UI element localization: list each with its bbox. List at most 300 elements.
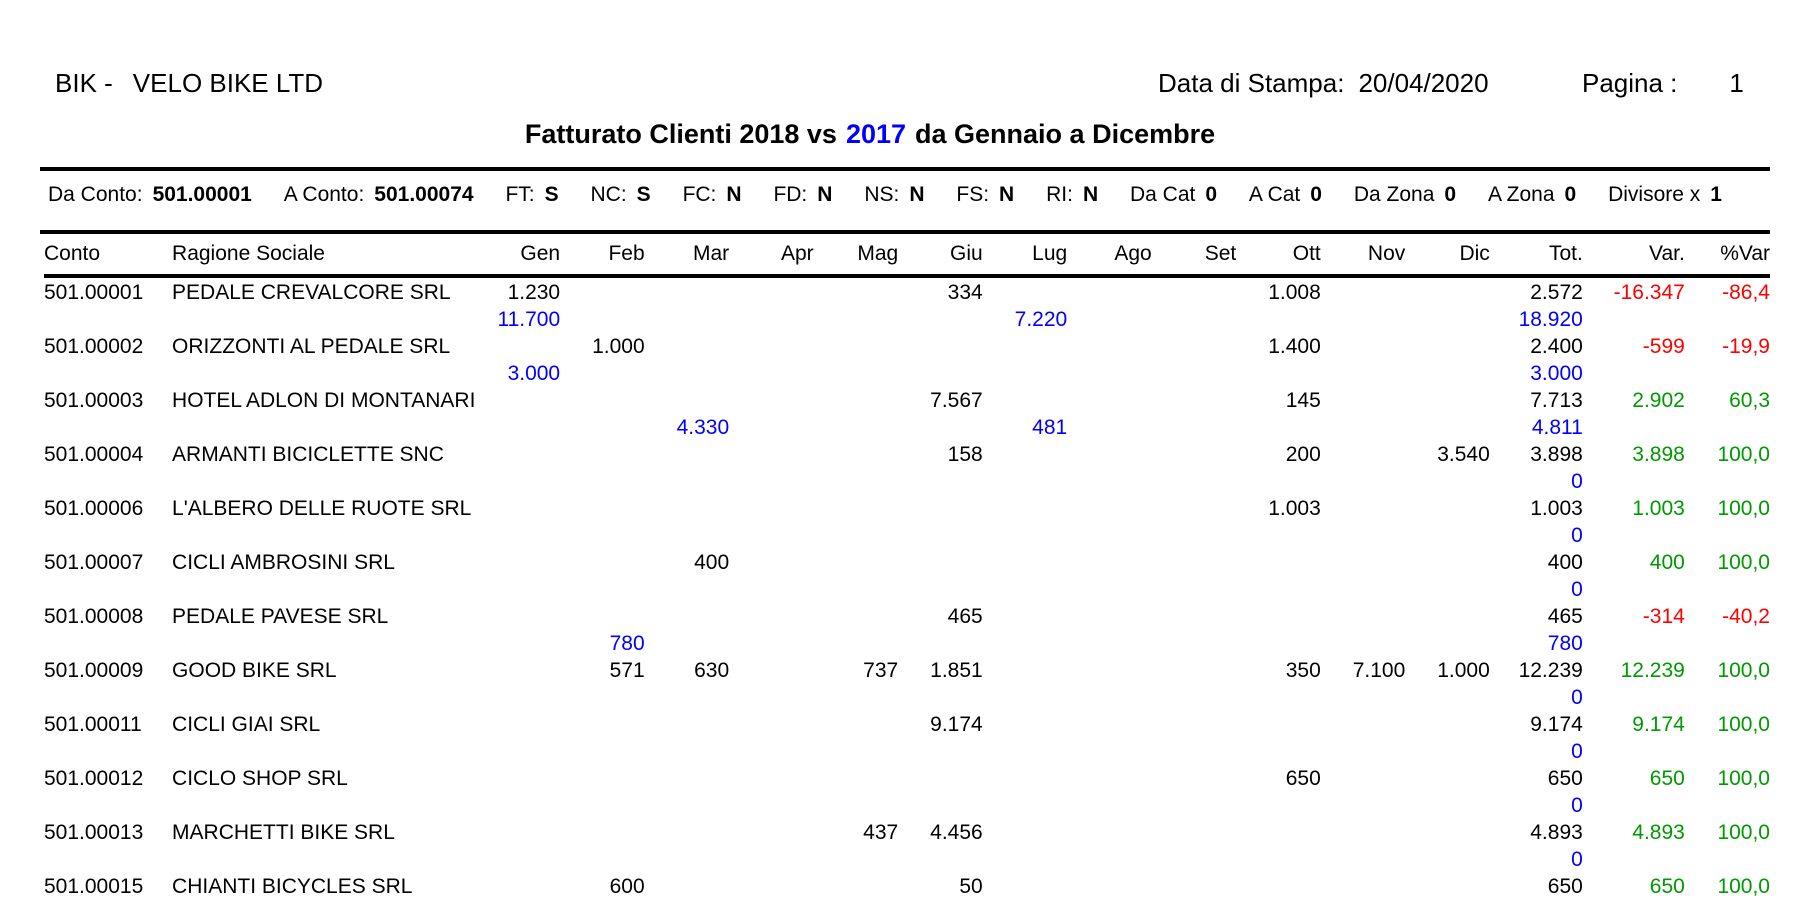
prev-month-value-cell (1152, 362, 1237, 386)
prev-month-value-cell (482, 848, 560, 872)
prev-month-value-cell (1067, 848, 1152, 872)
variance-pct-cell: 100,0 (1717, 767, 1770, 790)
variance-cell (1583, 578, 1685, 602)
month-value-cell (1321, 332, 1406, 362)
month-value-cell (1067, 818, 1152, 848)
conto-cell: 501.00001 (44, 281, 144, 304)
month-value-cell (814, 386, 899, 416)
variance-cell (1583, 416, 1685, 440)
month-value-cell: 50 (959, 875, 983, 898)
filter-label: FT: (505, 182, 535, 206)
month-value-cell (645, 818, 730, 848)
conto-cell: 501.00011 (44, 713, 142, 736)
month-value-cell (560, 440, 645, 470)
total-cell: 3.898 (1530, 443, 1583, 466)
prev-total-cell: 0 (1571, 578, 1583, 601)
month-value-cell: 4.456 (930, 821, 983, 844)
company-name-cell (172, 686, 482, 710)
filter-value: 0 (1205, 182, 1218, 206)
variance-cell: 12.239 (1620, 659, 1685, 682)
prev-month-value-cell (1152, 416, 1237, 440)
month-value-cell: 737 (863, 659, 899, 682)
filter-label: RI: (1046, 182, 1073, 206)
prev-month-value-cell: 3.000 (507, 362, 561, 385)
prev-month-value-cell (645, 470, 730, 494)
month-value-cell (1405, 494, 1490, 524)
variance-cell: 400 (1649, 551, 1685, 574)
total-cell: 650 (1547, 875, 1583, 898)
prev-month-value-cell (1321, 470, 1406, 494)
page-number-label: Pagina : (1582, 68, 1678, 98)
company-name-cell (172, 470, 482, 494)
month-value-cell (482, 818, 560, 848)
client-row (44, 440, 1770, 470)
total-cell: 1.003 (1530, 497, 1583, 520)
conto-cell: 501.00003 (44, 389, 144, 412)
variance-pct-cell: -19,9 (1722, 335, 1770, 358)
variance-pct-cell (1685, 686, 1770, 710)
prev-month-value-cell (482, 794, 560, 818)
month-value-cell (814, 710, 899, 740)
client-prev-year-row (44, 362, 1770, 386)
variance-cell (1583, 848, 1685, 872)
prev-month-value-cell (1405, 524, 1490, 548)
month-value-cell (560, 548, 645, 578)
prev-month-value-cell (645, 686, 730, 710)
total-cell: 12.239 (1518, 659, 1583, 682)
variance-pct-cell: 100,0 (1717, 443, 1770, 466)
report-title (0, 118, 1740, 150)
filter-label: Da Cat (1129, 182, 1196, 206)
prev-month-value-cell (729, 740, 814, 764)
conto-cell: 501.00008 (44, 605, 144, 628)
month-value-cell (645, 710, 730, 740)
variance-pct-cell: -86,4 (1722, 281, 1770, 304)
table-header-row (44, 234, 1770, 276)
report-table (44, 234, 1770, 923)
prev-month-value-cell (1236, 416, 1321, 440)
prev-month-value-cell (1152, 632, 1237, 656)
column-header: Mar (645, 234, 730, 276)
prev-total-cell: 0 (1571, 848, 1583, 871)
prev-total-cell: 0 (1571, 794, 1583, 817)
filter-value: 0 (1444, 182, 1457, 206)
prev-month-value-cell (560, 416, 645, 440)
prev-month-value-cell (1152, 794, 1237, 818)
prev-total-cell: 0 (1571, 524, 1583, 547)
prev-month-value-cell (1236, 794, 1321, 818)
conto-cell: 501.00006 (44, 497, 144, 520)
prev-month-value-cell (1321, 578, 1406, 602)
month-value-cell (729, 764, 814, 794)
month-value-cell: 7.567 (930, 389, 983, 412)
prev-month-value-cell (898, 740, 983, 764)
month-value-cell (1152, 332, 1237, 362)
filter-label: A Conto: (283, 182, 365, 206)
variance-cell (1583, 362, 1685, 386)
prev-month-value-cell (645, 632, 730, 656)
prev-month-value-cell (1405, 794, 1490, 818)
conto-cell: 501.00004 (44, 443, 144, 466)
month-value-cell (1067, 276, 1152, 308)
filter-item (864, 183, 924, 207)
client-row (44, 494, 1770, 524)
filter-item (591, 183, 651, 207)
prev-month-value-cell (1067, 902, 1152, 923)
total-cell: 9.174 (1530, 713, 1583, 736)
client-prev-year-row (44, 686, 1770, 710)
prev-total-cell: 0 (1571, 470, 1583, 493)
filter-bar (48, 171, 1722, 230)
filter-value: N (726, 182, 742, 206)
variance-cell (1583, 632, 1685, 656)
month-value-cell (898, 494, 983, 524)
filter-label: Da Conto: (48, 182, 143, 206)
prev-month-value-cell (1236, 632, 1321, 656)
prev-month-value-cell (983, 848, 1068, 872)
prev-month-value-cell (1152, 524, 1237, 548)
conto-cell (44, 524, 172, 548)
variance-pct-cell: 100,0 (1717, 551, 1770, 574)
prev-month-value-cell (729, 362, 814, 386)
variance-pct-cell (1685, 848, 1770, 872)
filter-label: NS: (864, 182, 900, 206)
prev-month-value-cell: 481 (1032, 416, 1068, 439)
month-value-cell (898, 548, 983, 578)
month-value-cell (1405, 386, 1490, 416)
total-cell: 650 (1547, 767, 1583, 790)
print-date-value: 20/04/2020 (1358, 68, 1489, 98)
company-name-cell: ARMANTI BICICLETTE SNC (172, 443, 444, 466)
conto-cell: 501.00013 (44, 821, 144, 844)
prev-month-value-cell: 7.220 (1014, 308, 1068, 331)
variance-cell (1583, 308, 1685, 332)
prev-month-value-cell (1405, 686, 1490, 710)
month-value-cell (482, 494, 560, 524)
prev-month-value-cell (898, 308, 983, 332)
filter-value: N (999, 182, 1015, 206)
prev-month-value-cell (814, 470, 899, 494)
month-value-cell (482, 440, 560, 470)
company-name-cell (172, 740, 482, 764)
filter-item (1046, 183, 1098, 207)
prev-month-value-cell (898, 524, 983, 548)
prev-month-value-cell (1152, 578, 1237, 602)
month-value-cell (1067, 602, 1152, 632)
variance-pct-cell (1685, 524, 1770, 548)
month-value-cell (814, 332, 899, 362)
prev-month-value-cell (645, 848, 730, 872)
prev-month-value-cell (1236, 902, 1321, 923)
month-value-cell (645, 872, 730, 902)
month-value-cell (1236, 818, 1321, 848)
month-value-cell: 1.851 (930, 659, 983, 682)
client-prev-year-row (44, 632, 1770, 656)
month-value-cell (814, 440, 899, 470)
month-value-cell (1152, 656, 1237, 686)
conto-cell (44, 848, 172, 872)
prev-month-value-cell (983, 902, 1068, 923)
month-value-cell (1321, 818, 1406, 848)
month-value-cell (645, 386, 730, 416)
prev-month-value-cell (1236, 308, 1321, 332)
prev-month-value-cell (729, 524, 814, 548)
month-value-cell (482, 764, 560, 794)
month-value-cell (1321, 710, 1406, 740)
month-value-cell (482, 548, 560, 578)
month-value-cell (983, 818, 1068, 848)
month-value-cell: 650 (1285, 767, 1321, 790)
month-value-cell: 630 (694, 659, 730, 682)
month-value-cell: 1.230 (507, 281, 561, 304)
month-value-cell (482, 710, 560, 740)
variance-cell (1583, 740, 1685, 764)
company-name-cell: PEDALE CREVALCORE SRL (172, 281, 451, 304)
filter-value: S (636, 182, 651, 206)
company-name-cell (172, 848, 482, 872)
conto-cell: 501.00012 (44, 767, 144, 790)
prev-month-value-cell (1405, 740, 1490, 764)
prev-month-value-cell (898, 416, 983, 440)
prev-month-value-cell (1405, 308, 1490, 332)
prev-month-value-cell (898, 794, 983, 818)
filter-value: 0 (1564, 182, 1577, 206)
filter-item (1354, 183, 1456, 207)
prev-month-value-cell (983, 524, 1068, 548)
column-header: Lug (983, 234, 1068, 276)
month-value-cell (1321, 386, 1406, 416)
month-value-cell (482, 386, 560, 416)
prev-month-value-cell (1236, 578, 1321, 602)
client-row (44, 656, 1770, 686)
month-value-cell: 334 (947, 281, 983, 304)
month-value-cell (729, 440, 814, 470)
prev-total-cell: 0 (1571, 686, 1583, 709)
prev-month-value-cell (1236, 524, 1321, 548)
prev-month-value-cell (983, 362, 1068, 386)
variance-cell: -599 (1642, 335, 1685, 358)
month-value-cell: 9.174 (930, 713, 983, 736)
prev-month-value-cell (645, 362, 730, 386)
month-value-cell: 600 (609, 875, 645, 898)
prev-month-value-cell (560, 470, 645, 494)
column-header: Set (1152, 234, 1237, 276)
prev-month-value-cell (1067, 632, 1152, 656)
column-header: Apr (729, 234, 814, 276)
month-value-cell (1152, 764, 1237, 794)
month-value-cell (1321, 872, 1406, 902)
prev-month-value-cell (482, 632, 560, 656)
month-value-cell: 1.400 (1268, 335, 1321, 358)
conto-cell (44, 362, 172, 386)
month-value-cell (983, 872, 1068, 902)
month-value-cell (1152, 548, 1237, 578)
client-prev-year-row (44, 794, 1770, 818)
prev-month-value-cell (560, 578, 645, 602)
prev-month-value-cell (1067, 740, 1152, 764)
prev-month-value-cell (983, 578, 1068, 602)
variance-pct-cell (1685, 740, 1770, 764)
month-value-cell (1236, 872, 1321, 902)
conto-cell (44, 578, 172, 602)
table-body (44, 276, 1770, 923)
client-prev-year-row (44, 524, 1770, 548)
month-value-cell: 158 (947, 443, 983, 466)
prev-month-value-cell (1236, 362, 1321, 386)
column-header: Feb (560, 234, 645, 276)
prev-month-value-cell (898, 632, 983, 656)
month-value-cell (1152, 276, 1237, 308)
month-value-cell (1405, 710, 1490, 740)
month-value-cell: 400 (694, 551, 730, 574)
prev-month-value-cell (482, 740, 560, 764)
prev-month-value-cell (1067, 524, 1152, 548)
variance-pct-cell (1685, 794, 1770, 818)
filter-value: N (817, 182, 833, 206)
filter-item (505, 183, 558, 207)
filter-value: N (909, 182, 925, 206)
month-value-cell (729, 710, 814, 740)
client-row (44, 276, 1770, 308)
conto-cell (44, 902, 172, 923)
month-value-cell (645, 764, 730, 794)
client-prev-year-row (44, 416, 1770, 440)
month-value-cell (729, 656, 814, 686)
month-value-cell (814, 872, 899, 902)
page-header (0, 0, 1794, 98)
prev-month-value-cell (560, 686, 645, 710)
prev-total-cell: 18.920 (1518, 308, 1583, 331)
month-value-cell (1236, 710, 1321, 740)
client-prev-year-row (44, 848, 1770, 872)
prev-month-value-cell (482, 416, 560, 440)
variance-pct-cell: 100,0 (1717, 497, 1770, 520)
conto-cell: 501.00015 (44, 875, 144, 898)
month-value-cell (1321, 440, 1406, 470)
total-cell: 7.713 (1530, 389, 1583, 412)
conto-cell: 501.00009 (44, 659, 144, 682)
filter-label: A Cat (1248, 182, 1301, 206)
month-value-cell (1321, 494, 1406, 524)
variance-cell: 4.893 (1632, 821, 1685, 844)
prev-month-value-cell (560, 902, 645, 923)
prev-month-value-cell: 11.700 (497, 308, 561, 331)
month-value-cell: 200 (1285, 443, 1321, 466)
client-row (44, 332, 1770, 362)
prev-month-value-cell (1067, 362, 1152, 386)
conto-cell (44, 416, 172, 440)
month-value-cell (1405, 332, 1490, 362)
filter-value: S (544, 182, 559, 206)
month-value-cell (814, 494, 899, 524)
company-name: VELO BIKE LTD (132, 68, 324, 98)
prev-month-value-cell (1067, 416, 1152, 440)
variance-pct-cell (1685, 632, 1770, 656)
month-value-cell (1321, 602, 1406, 632)
month-value-cell (983, 656, 1068, 686)
client-row (44, 818, 1770, 848)
month-value-cell (1152, 440, 1237, 470)
month-value-cell: 1.003 (1268, 497, 1321, 520)
month-value-cell (645, 276, 730, 308)
filter-value: N (1082, 182, 1099, 206)
prev-month-value-cell (898, 902, 983, 923)
filter-item (1130, 183, 1217, 207)
month-value-cell (1321, 764, 1406, 794)
prev-month-value-cell (1321, 848, 1406, 872)
client-row (44, 548, 1770, 578)
variance-cell: 2.902 (1632, 389, 1685, 412)
prev-month-value-cell (1152, 308, 1237, 332)
month-value-cell (1405, 818, 1490, 848)
column-header: Ragione Sociale (172, 234, 482, 276)
month-value-cell (983, 494, 1068, 524)
variance-pct-cell: 100,0 (1717, 713, 1770, 736)
prev-month-value-cell (814, 578, 899, 602)
prev-month-value-cell (1405, 470, 1490, 494)
prev-month-value-cell (1321, 794, 1406, 818)
prev-month-value-cell (645, 740, 730, 764)
month-value-cell (1067, 710, 1152, 740)
client-prev-year-row (44, 308, 1770, 332)
month-value-cell (1067, 386, 1152, 416)
prev-month-value-cell (1067, 578, 1152, 602)
prev-month-value-cell (1405, 902, 1490, 923)
prev-month-value-cell (983, 632, 1068, 656)
prev-month-value-cell (729, 848, 814, 872)
month-value-cell (983, 440, 1068, 470)
month-value-cell (1405, 548, 1490, 578)
prev-month-value-cell (482, 902, 560, 923)
month-value-cell (729, 818, 814, 848)
filter-label: Da Zona (1353, 182, 1435, 206)
prev-month-value-cell (814, 632, 899, 656)
month-value-cell: 350 (1285, 659, 1321, 682)
prev-total-cell (1490, 902, 1583, 923)
variance-cell: 1.003 (1632, 497, 1685, 520)
conto-cell (44, 794, 172, 818)
variance-pct-cell (1685, 362, 1770, 386)
prev-month-value-cell (814, 308, 899, 332)
month-value-cell: 571 (609, 659, 645, 682)
prev-month-value-cell (1236, 740, 1321, 764)
company-name-cell: CICLI GIAI SRL (172, 713, 321, 736)
column-header: Gen (482, 234, 560, 276)
month-value-cell (482, 602, 560, 632)
month-value-cell: 7.100 (1352, 659, 1406, 682)
variance-cell: -16.347 (1613, 281, 1685, 304)
month-value-cell (983, 602, 1068, 632)
month-value-cell (729, 386, 814, 416)
month-value-cell (482, 872, 560, 902)
month-value-cell: 1.008 (1268, 281, 1321, 304)
prev-month-value-cell (482, 524, 560, 548)
prev-month-value-cell (482, 686, 560, 710)
variance-cell (1583, 524, 1685, 548)
company-name-cell (172, 632, 482, 656)
prev-month-value-cell (645, 902, 730, 923)
month-value-cell (729, 548, 814, 578)
filter-item (1608, 183, 1722, 207)
filter-value: 501.00074 (374, 182, 474, 206)
prev-month-value-cell (1321, 524, 1406, 548)
prev-month-value-cell (1405, 416, 1490, 440)
conto-cell: 501.00007 (44, 551, 144, 574)
month-value-cell (560, 386, 645, 416)
month-value-cell (1321, 276, 1406, 308)
conto-cell (44, 308, 172, 332)
client-row (44, 764, 1770, 794)
